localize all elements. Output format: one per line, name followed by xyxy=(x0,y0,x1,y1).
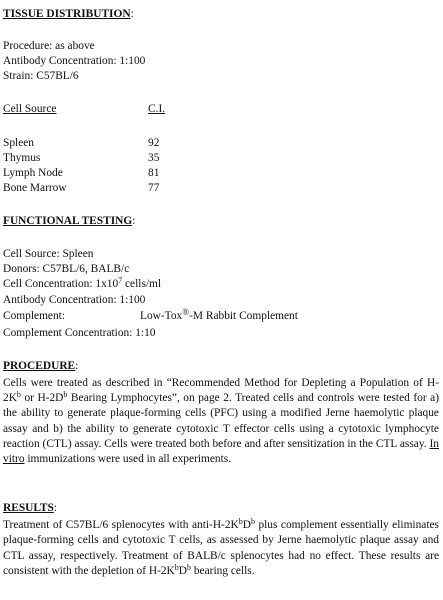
functional-antibody-concentration: Antibody Concentration: 1:100 xyxy=(3,294,146,306)
complement-rest: -M Rabbit Complement xyxy=(189,310,298,322)
results-text-4: D xyxy=(178,565,188,578)
procedure-text-4: immunizations were used in all experiments. xyxy=(24,453,232,466)
col-header-cell-source: Cell Source xyxy=(3,103,57,115)
superscript: b xyxy=(174,563,179,573)
cell-ci: 35 xyxy=(148,152,160,164)
cell-concentration-unit: cells/ml xyxy=(122,278,162,290)
functional-cell-source: Cell Source: Spleen xyxy=(3,248,94,260)
in-vitro-text: In vitro xyxy=(3,437,439,466)
superscript: b xyxy=(187,563,192,573)
cell-concentration-exponent: 7 xyxy=(118,276,123,285)
functional-donors: Donors: C57BL/6, BALB/c xyxy=(3,263,130,275)
cell-ci: 92 xyxy=(148,137,160,149)
cell-source: Thymus xyxy=(3,152,41,164)
procedure-text-1: Cells were treated as described in “Recommended Method for Depleting a Population of H-2K xyxy=(3,377,439,405)
tissue-antibody-concentration: Antibody Concentration: 1:100 xyxy=(3,55,146,67)
tissue-procedure: Procedure: as above xyxy=(3,40,95,52)
functional-cell-concentration xyxy=(3,278,161,291)
functional-heading: FUNCTIONAL TESTING xyxy=(3,215,133,227)
cell-concentration-base: Cell Concentration: 1x10 xyxy=(3,278,119,290)
cell-ci: 77 xyxy=(148,182,160,194)
complement-brand: Low-Tox xyxy=(140,310,183,322)
results-heading-line xyxy=(3,502,57,515)
complement-value xyxy=(140,307,298,323)
procedure-heading-line xyxy=(3,360,78,373)
results-text-1: Treatment of C57BL/6 splenocytes with anti-H-2K xyxy=(3,519,239,531)
tissue-heading-colon: : xyxy=(130,8,134,20)
results-text-5: bearing cells. xyxy=(191,565,255,578)
tissue-heading-line xyxy=(3,8,134,21)
results-heading: RESULTS xyxy=(3,502,54,514)
cell-source: Bone Marrow xyxy=(3,182,67,194)
results-text-2: D xyxy=(242,519,251,531)
functional-complement xyxy=(3,307,439,323)
procedure-text-3: Bearing Lymphocytes”, on page 2. Treated cells and controls were tested for a) the ability to generate plaque-forming cells (PFC) using a modified Jerne haemolytic plaque assay and b) the ability to generate cytotoxic T effector cells using a cytotoxic lymphocyte reaction (CTL) assay. Cells were treated both before and after sensitization in the CTL assay. xyxy=(3,392,440,450)
results-text-3: plus complement essentially eliminates plaque-forming cells and cytotoxic T cells, as assessed by Jerne haemolytic plaque assay and CTL assay, respectively. Treatment of BALB/c splenocytes had no effect. These results are consistent with the depletion of H-2K xyxy=(3,519,439,578)
procedure-heading-colon: : xyxy=(75,360,79,372)
complement-label: Complement: xyxy=(3,310,66,322)
superscript: b xyxy=(238,517,243,526)
functional-complement-concentration: Complement Concentration: 1:10 xyxy=(3,327,156,339)
cell-source: Spleen xyxy=(3,137,35,149)
results-paragraph xyxy=(3,518,439,580)
cell-source: Lymph Node xyxy=(3,167,63,179)
functional-heading-line xyxy=(3,215,135,228)
results-heading-colon: : xyxy=(53,502,58,514)
col-header-ci: C.I. xyxy=(148,103,166,115)
procedure-paragraph xyxy=(3,376,439,467)
functional-heading-colon: : xyxy=(132,215,136,227)
tissue-heading: TISSUE DISTRIBUTION xyxy=(3,8,131,20)
registered-mark: ® xyxy=(182,307,190,317)
cell-ci: 81 xyxy=(148,167,160,179)
superscript: b xyxy=(16,390,21,400)
tissue-strain: Strain: C57BL/6 xyxy=(3,70,79,82)
procedure-heading: PROCEDURE xyxy=(3,360,76,372)
superscript: b xyxy=(63,390,68,400)
procedure-text-2: or H-2D xyxy=(20,392,64,405)
superscript: b xyxy=(251,517,255,526)
